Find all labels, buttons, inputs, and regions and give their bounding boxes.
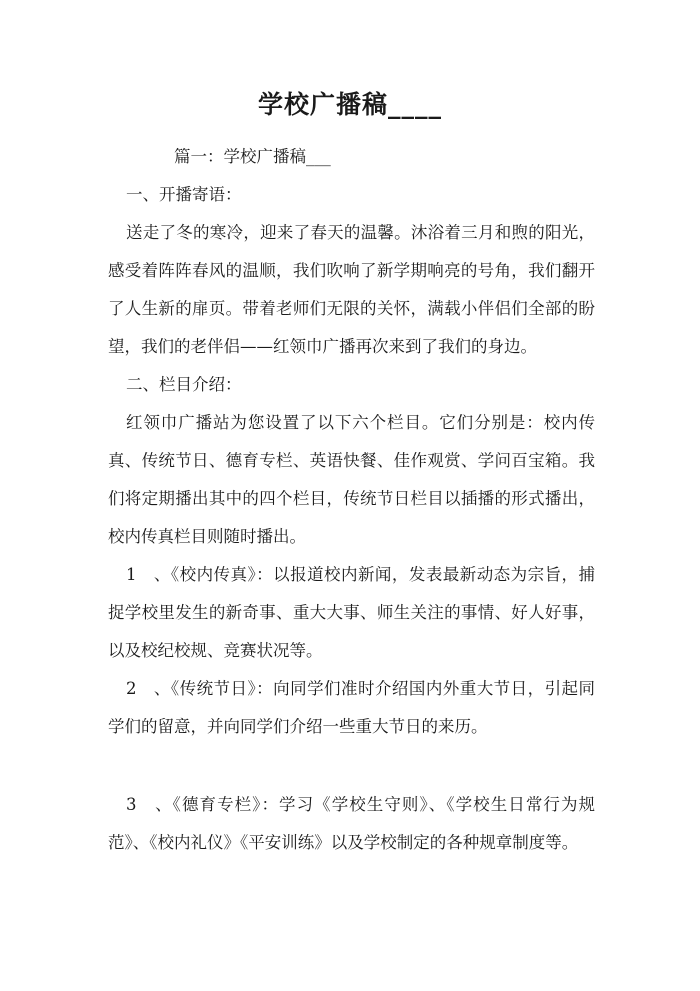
column-item-1: 1 、《校内传真》：以报道校内新闻，发表最新动态为宗旨，捕捉学校里发生的新奇事、重大大事、师生关注的事情、好人好事，以及校纪校规、竞赛状况等。 bbox=[108, 565, 595, 660]
document-body bbox=[108, 138, 595, 862]
section-heading-opening: 一、开播寄语： bbox=[126, 185, 242, 204]
document-title: 学校广播稿____ bbox=[257, 90, 442, 119]
document-subtitle: 篇一：学校广播稿___ bbox=[174, 147, 331, 166]
column-item-2: 2 、《传统节日》：向同学们准时介绍国内外重大节日，引起同学们的留意，并向同学们介绍一些重大节日的来历。 bbox=[108, 679, 595, 736]
opening-paragraph: 送走了冬的寒冷，迎来了春天的温馨。沐浴着三月和煦的阳光，感受着阵阵春风的温顺，我们吹响了新学期响亮的号角，我们翻开了人生新的扉页。带着老师们无限的关怀，满载小伴侣们全部的盼望，我们的老伴侣——红领巾广播再次来到了我们的身边。 bbox=[108, 223, 595, 356]
section-heading-columns: 二、栏目介绍： bbox=[126, 375, 242, 394]
columns-intro-paragraph: 红领巾广播站为您设置了以下六个栏目。它们分别是：校内传真、传统节日、德育专栏、英语快餐、佳作观赏、学问百宝箱。我们将定期播出其中的四个栏目，传统节日栏目以插播的形式播出，校内传真栏目则随时播出。 bbox=[108, 413, 595, 546]
column-item-3: 3 、《德育专栏》：学习《学校生守则》、《学校生日常行为规范》、《校内礼仪》《平安训练》以及学校制定的各种规章制度等。 bbox=[108, 795, 595, 852]
